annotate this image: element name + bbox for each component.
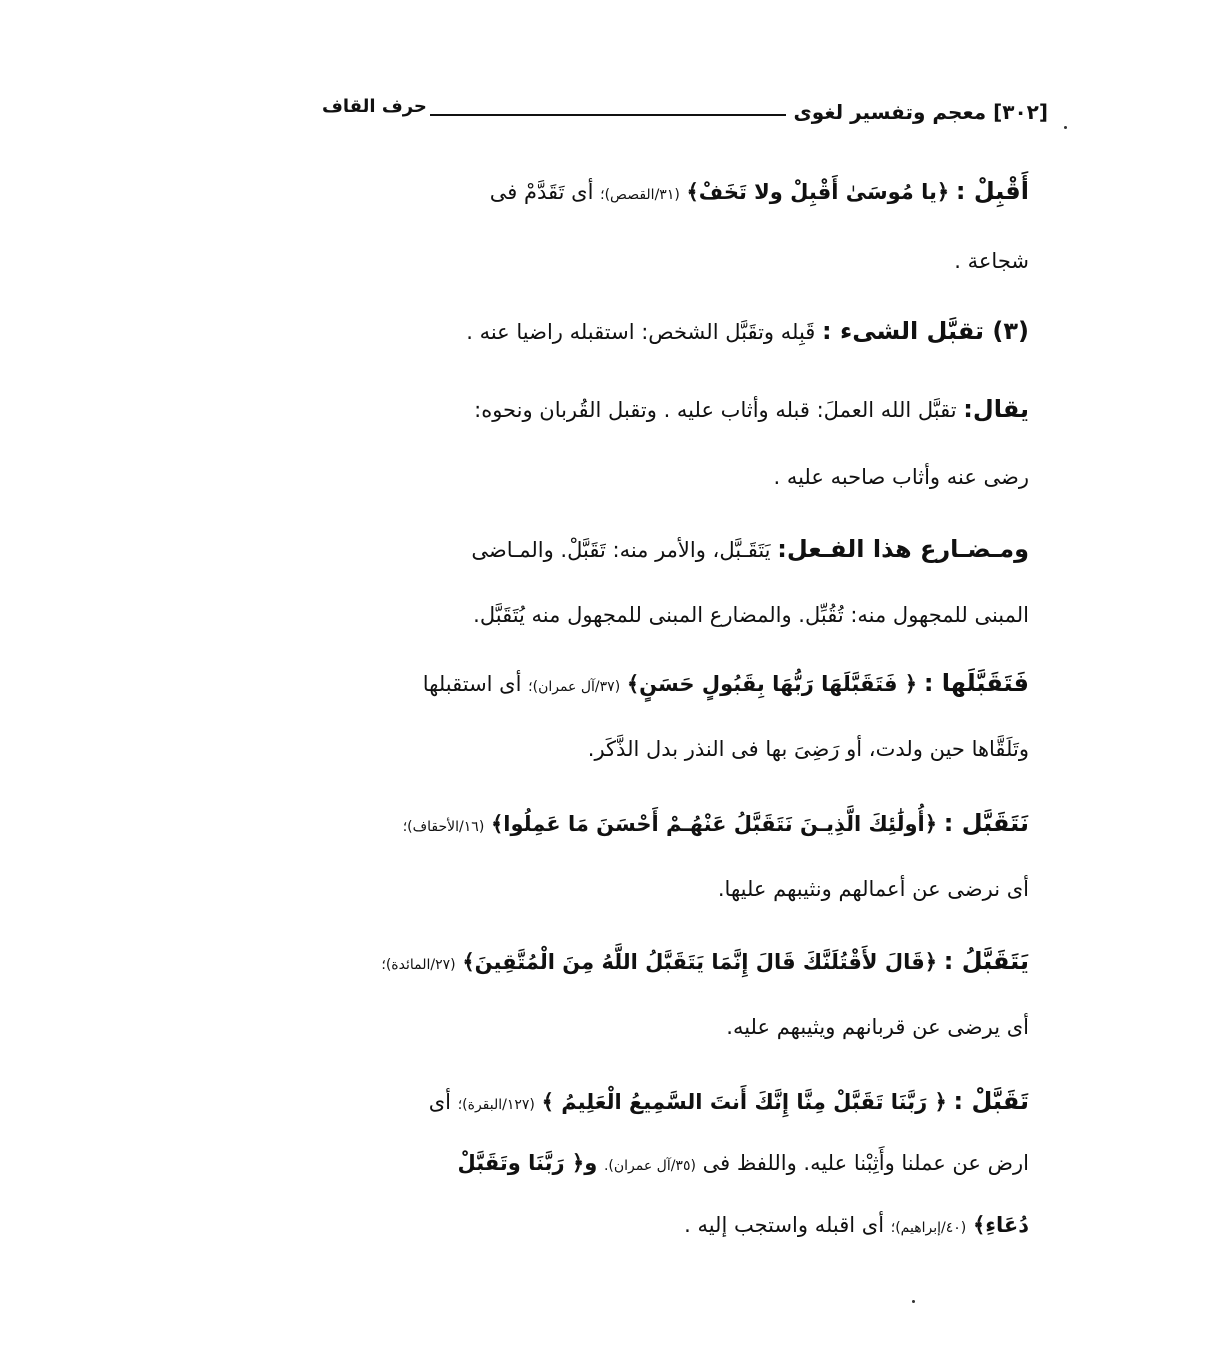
- entry-head: يقال:: [963, 395, 1029, 423]
- quran-reference: (٣٧/آل عمران)؛: [528, 679, 621, 695]
- entry-taqabbal: [290, 1082, 1029, 1262]
- header-rule: [430, 114, 786, 116]
- entry-fataqabbalaha: [290, 664, 1029, 774]
- quran-quote: ﴿ فَتَقَبَّلَهَا رَبُّهَا بِقَبُولٍ حَسَنٍ﴾: [626, 672, 918, 696]
- quran-quote: دُعَاءِ﴾: [972, 1213, 1029, 1237]
- entry-taqabbal-line2: [457, 1148, 1029, 1181]
- running-header: [318, 96, 1048, 130]
- entry-yataqabbal: [290, 942, 1029, 1052]
- entry-head: فَتَقَبَّلَها :: [923, 669, 1029, 697]
- entry-aqbil: [290, 172, 1029, 282]
- quran-reference: (١٦/الأحقاف)؛: [402, 819, 485, 835]
- entry-head: (٣) تقبَّل الشىء :: [822, 317, 1029, 345]
- entry-aqbil-line1: [290, 176, 1029, 210]
- entry-fataqabbalaha-line2: [588, 734, 1029, 764]
- entry-head: يَتَقَبَّلُ :: [943, 947, 1029, 975]
- entry-text: تقبَّل الله العملَ: قبله وأثاب عليه . وتقبل القُربان ونحوه:: [474, 398, 957, 422]
- quran-quote: و﴿ رَبَّنَا وتَقَبَّلْ: [457, 1151, 598, 1175]
- quran-reference: (٣١/القصص)؛: [600, 187, 680, 203]
- header-section: حرف القاف: [322, 96, 427, 117]
- quran-quote: ﴿قَالَ لأَقْتُلَنَّكَ قَالَ إِنَّمَا يَتَقَبَّلُ اللَّهُ مِنَ الْمُتَّقِينَ﴾: [462, 950, 938, 974]
- entry-fataqabbalaha-line1: [423, 668, 1029, 702]
- entry-text: وتَلَقَّاها حين ولدت، أو رَضِىَ بها فى النذر بدل الذَّكَر.: [587, 737, 1029, 761]
- entry-head: أَقْبِلْ :: [955, 177, 1029, 205]
- entry-text: المبنى للمجهول منه: تُقُبِّل. والمضارع المبنى للمجهول منه يُتَقَبَّل.: [473, 603, 1029, 627]
- quran-reference: (٢٧/المائدة)؛: [381, 957, 456, 973]
- entry-text: أى نرضى عن أعمالهم ونثيبهم عليها.: [717, 877, 1029, 901]
- entry-text: شجاعة .: [954, 249, 1029, 273]
- entry-text: رضى عنه وأثاب صاحبه عليه .: [773, 465, 1029, 489]
- entry-text: أى تَقَدَّمْ فى: [489, 180, 594, 204]
- header-page-title: [٣٠٢] معجم وتفسير لغوى: [793, 100, 1048, 124]
- entry-head: نَتَقَبَّل :: [943, 809, 1029, 837]
- entry-yuqal-line2: [773, 462, 1029, 492]
- entry-taqabbal-shay-line1: [466, 316, 1029, 347]
- quran-reference: (٣٥/آل عمران).: [603, 1158, 696, 1174]
- entry-taqabbal-line3: [684, 1210, 1029, 1243]
- entry-mudari-line1: [471, 534, 1029, 565]
- entry-yuqal-line1: [474, 394, 1029, 425]
- entry-head: ومـضـارع هذا الفـعل:: [777, 535, 1029, 563]
- entry-mudari-line2: [473, 600, 1029, 630]
- entry-text: أى: [428, 1090, 452, 1114]
- entry-text: قَبِله وتقَبَّل الشخص: استقبله راضيا عنه .: [466, 320, 816, 344]
- scan-speck: [912, 1300, 915, 1303]
- entry-text: أى استقبلها: [422, 672, 522, 696]
- entry-text: يَتَقَـبَّل، والأمر منه: تَقَبَّلْ. والمـاضى: [471, 538, 771, 562]
- entry-text: أى يرضى عن قربانهم ويثيبهم عليه.: [726, 1015, 1029, 1039]
- entry-taqabbal-shay: [290, 316, 1029, 356]
- entry-mudari: [290, 530, 1029, 640]
- quran-reference: (٤٠/إبراهيم)؛: [890, 1220, 967, 1236]
- entry-text: أى اقبله واستجب إليه .: [684, 1213, 885, 1237]
- entry-nataqabbal-line1: [403, 808, 1029, 842]
- quran-quote: ﴿أُولَٰئِكَ الَّذِيـنَ نَتَقَبَّلُ عَنْهُـمْ أَحْسَنَ مَا عَمِلُوا﴾: [490, 812, 938, 836]
- entry-aqbil-line2: [954, 246, 1029, 276]
- quran-quote: ﴿ رَبَّنَا تَقَبَّلْ مِنَّا إِنَّكَ أَنتَ السَّمِيعُ الْعَلِيمُ ﴾: [541, 1090, 947, 1114]
- scan-speck: [1064, 126, 1067, 129]
- quran-reference: (١٢٧/البقرة)؛: [457, 1097, 535, 1113]
- entry-nataqabbal-line2: [718, 874, 1029, 904]
- quran-quote: ﴿يا مُوسَىٰ أَقْبِلْ ولا تَخَفْ﴾: [686, 180, 950, 204]
- entry-text: ارض عن عملنا وأَثِبْنا عليه. واللفظ فى: [702, 1151, 1029, 1175]
- entry-nataqabbal: [290, 804, 1029, 914]
- entry-yataqabbal-line2: [726, 1012, 1029, 1042]
- entry-taqabbal-line1: [429, 1086, 1029, 1120]
- entry-head: تَقَبَّلْ :: [953, 1087, 1029, 1115]
- entry-yataqabbal-line1: [381, 946, 1029, 980]
- entry-yuqal: [290, 390, 1029, 500]
